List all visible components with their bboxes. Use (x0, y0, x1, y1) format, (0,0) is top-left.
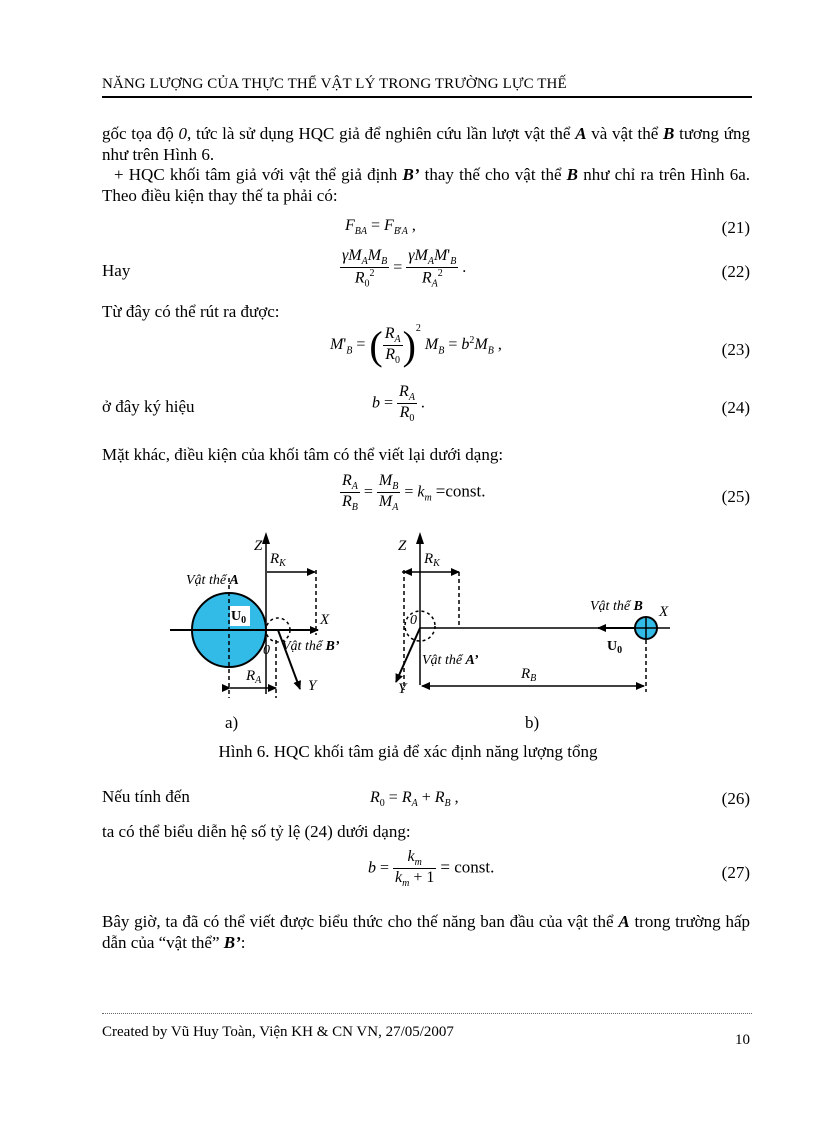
footer-divider (102, 1013, 752, 1014)
y-label-b: Y (398, 681, 407, 697)
rb-sub: B (530, 673, 537, 684)
running-header: NĂNG LƯỢNG CỦA THỰC THỂ VẬT LÝ TRONG TRƯỜNG LỰC THẾ (102, 76, 567, 92)
page-number: 10 (735, 1032, 750, 1048)
equation-number-22: (22) (721, 262, 750, 281)
z-label-b: Z (398, 538, 407, 554)
p1-body-a: A (575, 124, 587, 143)
equation-number-26: (26) (721, 789, 750, 808)
svg-text:RA (245, 668, 262, 686)
pl-text: Bây giờ, ta đã có thể viết được biểu thức cho thế năng ban đầu của vật thể (102, 912, 619, 931)
panel-label-b: b) (525, 713, 540, 732)
pl-text-3: : (240, 933, 246, 952)
svg-text:RB (520, 666, 536, 684)
p1-text-3: và vật thể (586, 124, 664, 143)
paragraph-last (102, 911, 750, 953)
paragraph-1 (102, 123, 750, 165)
body-b-letter: B (633, 599, 643, 614)
rb-label: R (521, 666, 531, 682)
origin-label-b: 0 (410, 613, 417, 628)
notation-label: ở đây ký hiệu (102, 397, 195, 416)
body-a-label: Vật thể (186, 573, 230, 588)
rk-label-a: R (270, 551, 280, 567)
svg-text:Vật thể A (186, 573, 239, 588)
const-text-27: = const. (440, 857, 495, 877)
equation-21: $F_{BA} = F_{B'A}$ , (345, 217, 416, 238)
condition-label: Nếu tính đến (102, 787, 190, 806)
y-label-a: Y (308, 678, 317, 694)
paragraph-2 (102, 164, 750, 206)
p1-text-4: tương ứng như trên Hình 6. (102, 124, 750, 164)
p1-origin: 0 (178, 124, 187, 143)
origin-label-a: 0 (263, 643, 270, 658)
svg-text:RK (269, 551, 287, 569)
u0-sub-b: 0 (617, 645, 623, 656)
pl-body-b-prime: B’ (223, 933, 241, 952)
svg-text:Vật thể B’ (282, 639, 340, 654)
svg-text:U0 (607, 639, 622, 656)
const-text: =const. (435, 481, 486, 501)
equation-number-21: (21) (721, 218, 750, 237)
equation-22: $\frac{\gamma M_AM_B}{R_0^2}$ = $\frac{\gamma M_AM'_B}{R_A^2}$ . (342, 247, 467, 290)
p1-text-2: , tức là sử dụng HQC giả để nghiên cứu lần lượt vật thể (187, 124, 576, 143)
equation-27: b = $\frac{k_m}{k_m + 1}$ = const. (368, 848, 495, 890)
x-label-a: X (320, 612, 330, 628)
footer-credit: Created by Vũ Huy Toàn, Viện KH & CN VN, 27/05/2007 (102, 1024, 454, 1040)
pl-text-2: trong trường hấp dẫn của “vật thể” (102, 912, 750, 952)
p2-body-b: B (566, 165, 579, 184)
ra-label: R (246, 668, 256, 684)
equation-23: $M'_B$ = ( $\frac{R_A}{R_0}$ )$^2$ $M_B = b^2M_B$ , (330, 323, 502, 368)
p2-body-b-prime: B’ (402, 165, 420, 184)
body-a-prime-letter: A’ (465, 653, 479, 668)
equation-26: $R_0 = R_A + R_B$ , (370, 789, 459, 810)
body-b-prime-label: Vật thể (282, 639, 326, 654)
figure-6 (170, 530, 690, 740)
p2-text-3: như chỉ ra trên Hình 6a. Theo điều kiện thay thế ta phải có: (102, 165, 750, 205)
p2-text: + HQC khối tâm giả với vật thể giả định (114, 165, 403, 184)
p2-text-2: thay thế cho vật thể (419, 165, 567, 184)
equation-24: b = $\frac{R_A}{R_0}$ . (372, 383, 425, 425)
rk-sub-a: K (279, 558, 286, 569)
rk-sub-b: K (433, 558, 440, 569)
body-b-label: Vật thể (590, 599, 634, 614)
svg-text:RK (423, 551, 441, 569)
p1-text: gốc tọa độ (102, 124, 179, 143)
hay-label: Hay (102, 261, 131, 280)
pl-body-a: A (618, 912, 630, 931)
derivation-intro: Từ đây có thể rút ra được: (102, 302, 280, 321)
center-of-mass-intro: Mặt khác, điều kiện của khối tâm có thể viết lại dưới dạng: (102, 445, 504, 464)
figure-panel-b (396, 532, 670, 732)
equation-number-25: (25) (721, 487, 750, 506)
figure-panel-a (170, 532, 340, 732)
z-label-a: Z (254, 538, 263, 554)
equation-number-27: (27) (721, 863, 750, 882)
figure-caption: Hình 6. HQC khối tâm giả để xác định năng lượng tổng (218, 742, 598, 761)
equation-25: $\frac{R_A}{R_B}$ = $\frac{M_B}{M_A}$ = $k_m$ =const. (342, 472, 486, 514)
body-a-letter: A (229, 573, 239, 588)
ra-sub: A (255, 675, 262, 686)
panel-label-a: a) (225, 713, 239, 732)
header-divider (102, 96, 752, 98)
x-label-b: X (659, 604, 669, 620)
equation-number-23: (23) (721, 340, 750, 359)
equation-number-24: (24) (721, 398, 750, 417)
u0-label-b: U (607, 639, 618, 654)
p1-body-b: B (663, 124, 675, 143)
ratio-intro: ta có thể biểu diễn hệ số tỷ lệ (24) dưới dạng: (102, 822, 411, 841)
svg-text:Vật thể B (590, 599, 643, 614)
body-a-prime-label: Vật thể (422, 653, 466, 668)
u0-label-a: U (231, 609, 242, 624)
body-b-prime-letter: B’ (325, 639, 340, 654)
u0-sub-a: 0 (241, 615, 247, 626)
svg-text:Vật thể A’ (422, 653, 479, 668)
rk-label-b: R (424, 551, 434, 567)
